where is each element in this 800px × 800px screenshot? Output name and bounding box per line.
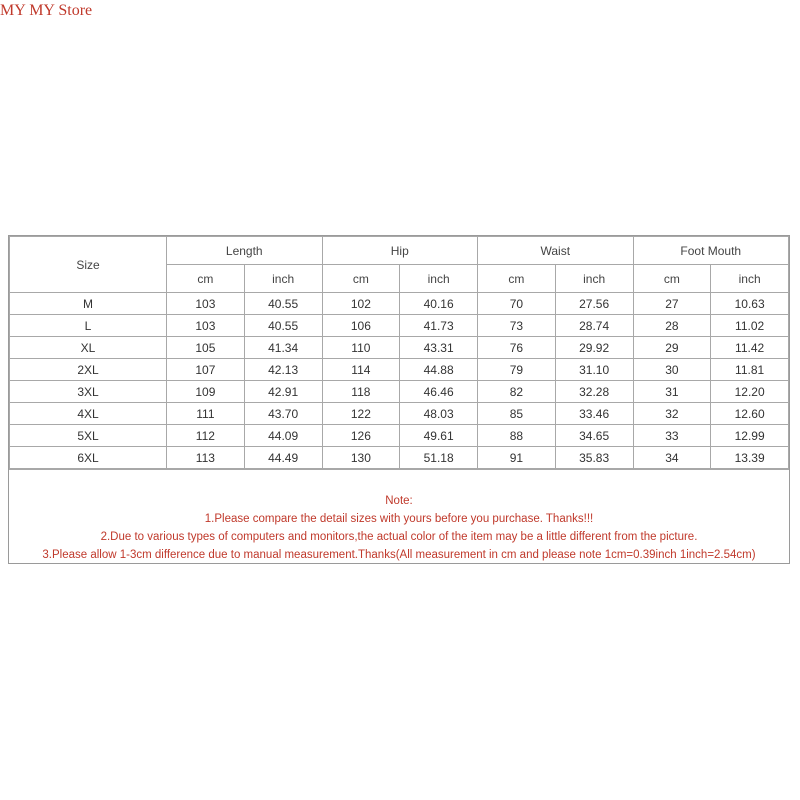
measurement-cell: 106 bbox=[322, 315, 400, 337]
measurement-cell: 43.31 bbox=[400, 337, 478, 359]
measurement-cell: 28 bbox=[633, 315, 711, 337]
measurement-cell: 13.39 bbox=[711, 447, 789, 469]
size-cell: 2XL bbox=[10, 359, 167, 381]
note-line-3: 3.Please allow 1-3cm difference due to manual measurement.Thanks(All measurement in cm and please note 1cm=0.39inch 1inch=2.54cm) bbox=[42, 549, 756, 561]
measurement-cell: 28.74 bbox=[555, 315, 633, 337]
table-row bbox=[10, 293, 789, 315]
unit-cm: cm bbox=[633, 265, 711, 293]
measurement-cell: 49.61 bbox=[400, 425, 478, 447]
measurement-cell: 122 bbox=[322, 403, 400, 425]
measurement-cell: 103 bbox=[167, 293, 245, 315]
measurement-cell: 48.03 bbox=[400, 403, 478, 425]
measurement-cell: 29.92 bbox=[555, 337, 633, 359]
measurement-cell: 46.46 bbox=[400, 381, 478, 403]
unit-cm: cm bbox=[322, 265, 400, 293]
measurement-cell: 27.56 bbox=[555, 293, 633, 315]
size-chart bbox=[8, 235, 790, 564]
unit-inch: inch bbox=[711, 265, 789, 293]
table-row bbox=[10, 447, 789, 469]
measurement-cell: 42.13 bbox=[244, 359, 322, 381]
measurement-cell: 109 bbox=[167, 381, 245, 403]
measurement-cell: 31 bbox=[633, 381, 711, 403]
size-cell: M bbox=[10, 293, 167, 315]
measurement-cell: 34.65 bbox=[555, 425, 633, 447]
note-title: Note: bbox=[385, 495, 413, 507]
hip-header: Hip bbox=[322, 237, 478, 265]
size-table bbox=[9, 236, 789, 469]
size-cell: 6XL bbox=[10, 447, 167, 469]
measurement-cell: 112 bbox=[167, 425, 245, 447]
measurement-cell: 32 bbox=[633, 403, 711, 425]
unit-cm: cm bbox=[167, 265, 245, 293]
size-cell: 5XL bbox=[10, 425, 167, 447]
measurement-cell: 105 bbox=[167, 337, 245, 359]
measurement-cell: 41.34 bbox=[244, 337, 322, 359]
unit-inch: inch bbox=[555, 265, 633, 293]
measurement-cell: 29 bbox=[633, 337, 711, 359]
measurement-cell: 73 bbox=[478, 315, 556, 337]
table-row bbox=[10, 359, 789, 381]
measurement-cell: 103 bbox=[167, 315, 245, 337]
measurement-cell: 76 bbox=[478, 337, 556, 359]
measurement-cell: 40.16 bbox=[400, 293, 478, 315]
length-header: Length bbox=[167, 237, 323, 265]
measurement-cell: 110 bbox=[322, 337, 400, 359]
measurement-cell: 44.09 bbox=[244, 425, 322, 447]
measurement-cell: 79 bbox=[478, 359, 556, 381]
measurement-cell: 31.10 bbox=[555, 359, 633, 381]
table-row bbox=[10, 403, 789, 425]
measurement-cell: 32.28 bbox=[555, 381, 633, 403]
measurement-cell: 10.63 bbox=[711, 293, 789, 315]
size-header: Size bbox=[10, 237, 167, 293]
measurement-cell: 40.55 bbox=[244, 315, 322, 337]
measurement-cell: 114 bbox=[322, 359, 400, 381]
measurement-cell: 51.18 bbox=[400, 447, 478, 469]
measurement-cell: 12.99 bbox=[711, 425, 789, 447]
size-cell: 4XL bbox=[10, 403, 167, 425]
measurement-cell: 41.73 bbox=[400, 315, 478, 337]
unit-inch: inch bbox=[400, 265, 478, 293]
measurement-cell: 40.55 bbox=[244, 293, 322, 315]
measurement-cell: 130 bbox=[322, 447, 400, 469]
measurement-cell: 35.83 bbox=[555, 447, 633, 469]
unit-cm: cm bbox=[478, 265, 556, 293]
measurement-cell: 118 bbox=[322, 381, 400, 403]
measurement-cell: 34 bbox=[633, 447, 711, 469]
measurement-cell: 11.42 bbox=[711, 337, 789, 359]
measurement-cell: 88 bbox=[478, 425, 556, 447]
waist-header: Waist bbox=[478, 237, 634, 265]
note-section bbox=[9, 469, 789, 564]
measurement-cell: 70 bbox=[478, 293, 556, 315]
note-line-1: 1.Please compare the detail sizes with yours before you purchase. Thanks!!! bbox=[204, 513, 594, 525]
measurement-cell: 113 bbox=[167, 447, 245, 469]
measurement-cell: 12.60 bbox=[711, 403, 789, 425]
table-row bbox=[10, 337, 789, 359]
size-cell: XL bbox=[10, 337, 167, 359]
table-row bbox=[10, 381, 789, 403]
measurement-cell: 33 bbox=[633, 425, 711, 447]
measurement-cell: 30 bbox=[633, 359, 711, 381]
foot-mouth-header: Foot Mouth bbox=[633, 237, 789, 265]
measurement-cell: 33.46 bbox=[555, 403, 633, 425]
measurement-cell: 11.02 bbox=[711, 315, 789, 337]
size-cell: L bbox=[10, 315, 167, 337]
unit-inch: inch bbox=[244, 265, 322, 293]
measurement-cell: 126 bbox=[322, 425, 400, 447]
table-row bbox=[10, 425, 789, 447]
measurement-cell: 107 bbox=[167, 359, 245, 381]
measurement-cell: 44.88 bbox=[400, 359, 478, 381]
size-cell: 3XL bbox=[10, 381, 167, 403]
note-line-2: 2.Due to various types of computers and monitors,the actual color of the item may be a little different from the picture. bbox=[100, 531, 698, 543]
measurement-cell: 12.20 bbox=[711, 381, 789, 403]
measurement-cell: 42.91 bbox=[244, 381, 322, 403]
measurement-cell: 85 bbox=[478, 403, 556, 425]
measurement-cell: 27 bbox=[633, 293, 711, 315]
measurement-cell: 44.49 bbox=[244, 447, 322, 469]
measurement-cell: 11.81 bbox=[711, 359, 789, 381]
measurement-cell: 111 bbox=[167, 403, 245, 425]
table-row bbox=[10, 315, 789, 337]
measurement-cell: 82 bbox=[478, 381, 556, 403]
measurement-cell: 91 bbox=[478, 447, 556, 469]
measurement-cell: 43.70 bbox=[244, 403, 322, 425]
store-name: MY MY Store bbox=[0, 2, 93, 19]
measurement-cell: 102 bbox=[322, 293, 400, 315]
